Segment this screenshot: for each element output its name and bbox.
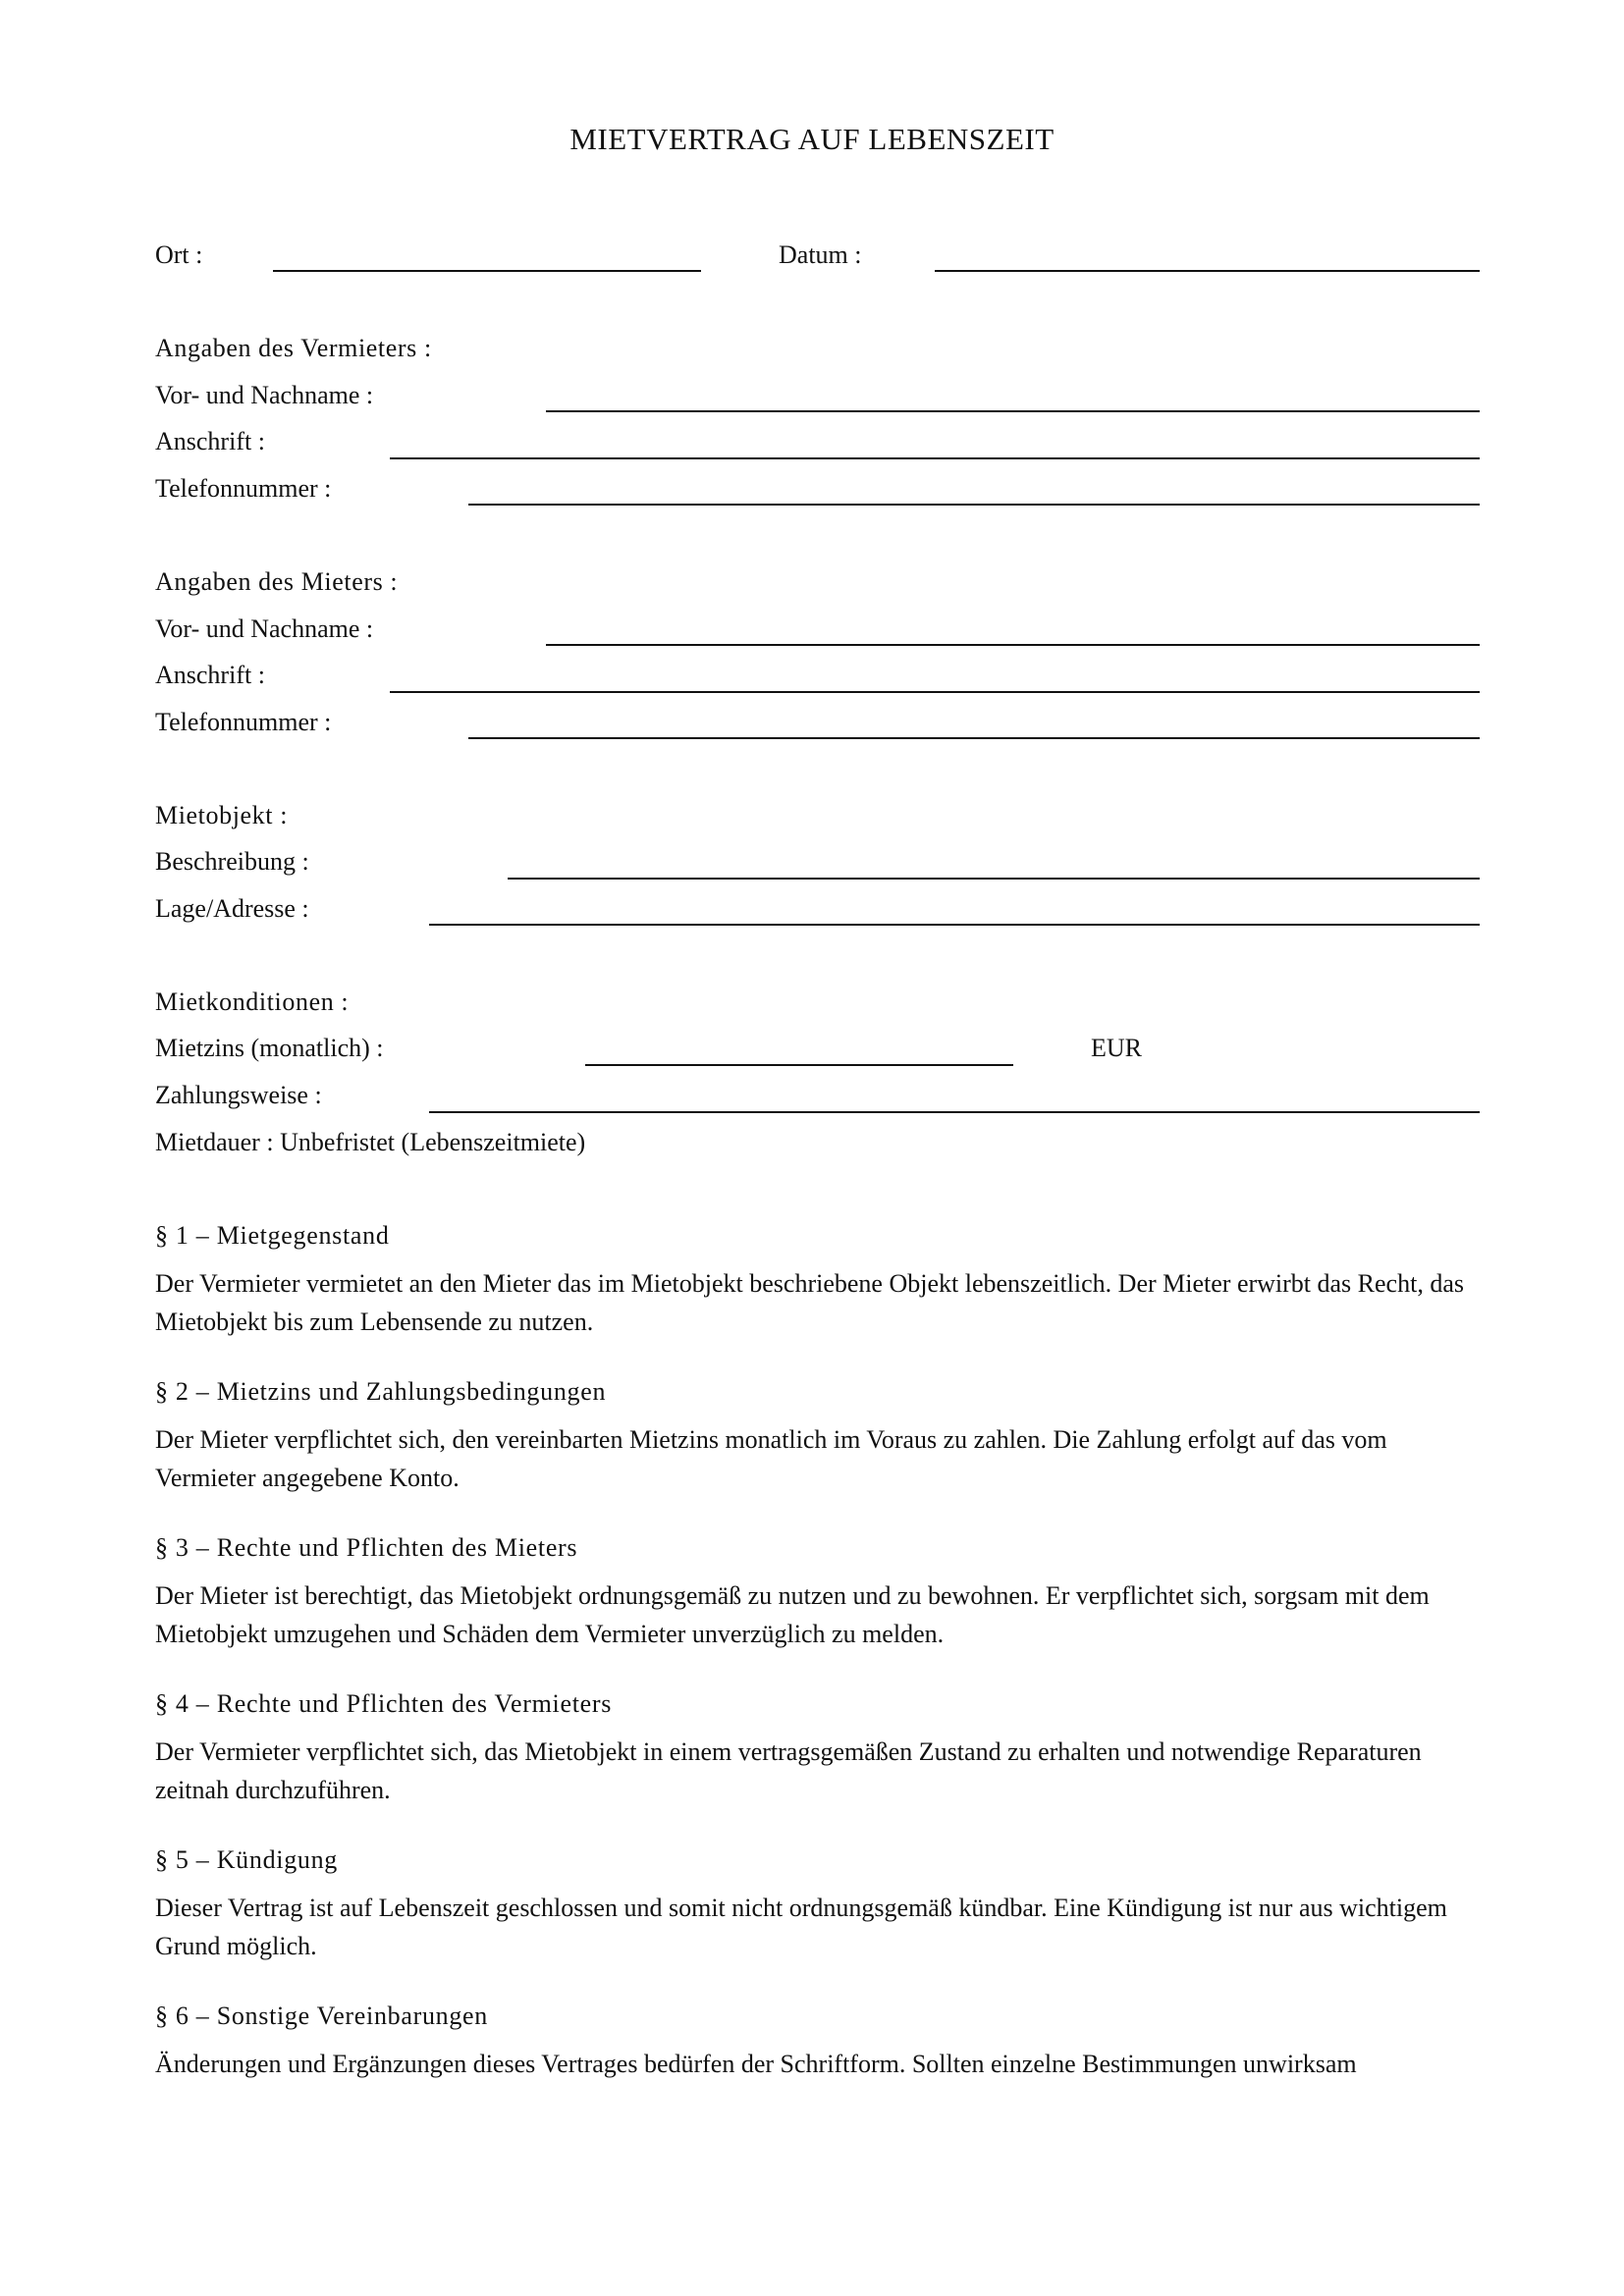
mieter-address-line[interactable] [390,691,1480,693]
payment-input-line[interactable] [429,1111,1480,1113]
mietobjekt-description-label: Beschreibung : [155,847,309,876]
mietobjekt-description-line[interactable] [508,878,1480,880]
mieter-phone-line[interactable] [468,737,1480,739]
paragraph-2-heading: § 2 – Mietzins und Zahlungsbedingungen [155,1377,607,1406]
vermieter-address-label: Anschrift : [155,427,265,455]
paragraph-3-heading: § 3 – Rechte und Pflichten des Mieters [155,1533,578,1562]
rent-currency: EUR [1091,1034,1142,1062]
duration-text: Mietdauer : Unbefristet (Lebenszeitmiete) [155,1128,586,1156]
paragraph-6-text: Änderungen und Ergänzungen dieses Vertrages bedürfen der Schriftform. Sollten einzelne Bestimmungen unwirksam [155,2050,1357,2078]
paragraph-4-heading: § 4 – Rechte und Pflichten des Vermieters [155,1689,613,1718]
mieter-heading: Angaben des Mieters : [155,567,399,596]
document-title: MIETVERTRAG AUF LEBENSZEIT [569,122,1055,156]
mieter-phone-label: Telefonnummer : [155,708,332,736]
konditionen-heading: Mietkonditionen : [155,988,350,1016]
paragraph-5-text: Dieser Vertrag ist auf Lebenszeit geschlossen und somit nicht ordnungsgemäß kündbar. Eine Kündigung ist nur aus wichtigem Grund möglich. [155,1894,1447,1960]
paragraph-6-heading: § 6 – Sonstige Vereinbarungen [155,2002,488,2030]
vermieter-name-label: Vor- und Nachname : [155,381,374,409]
rent-input-line[interactable] [585,1064,1013,1066]
ort-label: Ort : [155,240,203,269]
datum-input-line[interactable] [935,270,1480,272]
mietobjekt-location-label: Lage/Adresse : [155,894,309,923]
mietobjekt-heading: Mietobjekt : [155,801,289,829]
paragraph-1-heading: § 1 – Mietgegenstand [155,1221,390,1250]
mieter-name-label: Vor- und Nachname : [155,614,374,643]
vermieter-name-line[interactable] [546,410,1480,412]
vermieter-heading: Angaben des Vermieters : [155,334,432,362]
mietobjekt-location-line[interactable] [429,924,1480,926]
payment-label: Zahlungsweise : [155,1081,322,1109]
paragraph-4-text: Der Vermieter verpflichtet sich, das Mietobjekt in einem vertragsgemäßen Zustand zu erhalten und notwendige Reparaturen zeitnah durchzuführen. [155,1737,1422,1804]
paragraph-2-text: Der Mieter verpflichtet sich, den vereinbarten Mietzins monatlich im Voraus zu zahlen. Die Zahlung erfolgt auf das vom Vermieter angegebene Konto. [155,1425,1387,1492]
datum-label: Datum : [779,240,862,269]
ort-input-line[interactable] [273,270,701,272]
paragraph-1-text: Der Vermieter vermietet an den Mieter das im Mietobjekt beschriebene Objekt lebenszeitlich. Der Mieter erwirbt das Recht, das Mietobjekt bis zum Lebensende zu nutzen. [155,1269,1464,1336]
mieter-name-line[interactable] [546,644,1480,646]
vermieter-phone-label: Telefonnummer : [155,474,332,503]
paragraph-3-text: Der Mieter ist berechtigt, das Mietobjekt ordnungsgemäß zu nutzen und zu bewohnen. Er verpflichtet sich, sorgsam mit dem Mietobjekt umzugehen und Schäden dem Vermieter unverzüglich zu melden. [155,1581,1430,1648]
rent-label: Mietzins (monatlich) : [155,1034,384,1062]
vermieter-phone-line[interactable] [468,504,1480,506]
mieter-address-label: Anschrift : [155,661,265,689]
vermieter-address-line[interactable] [390,457,1480,459]
paragraph-5-heading: § 5 – Kündigung [155,1845,338,1874]
